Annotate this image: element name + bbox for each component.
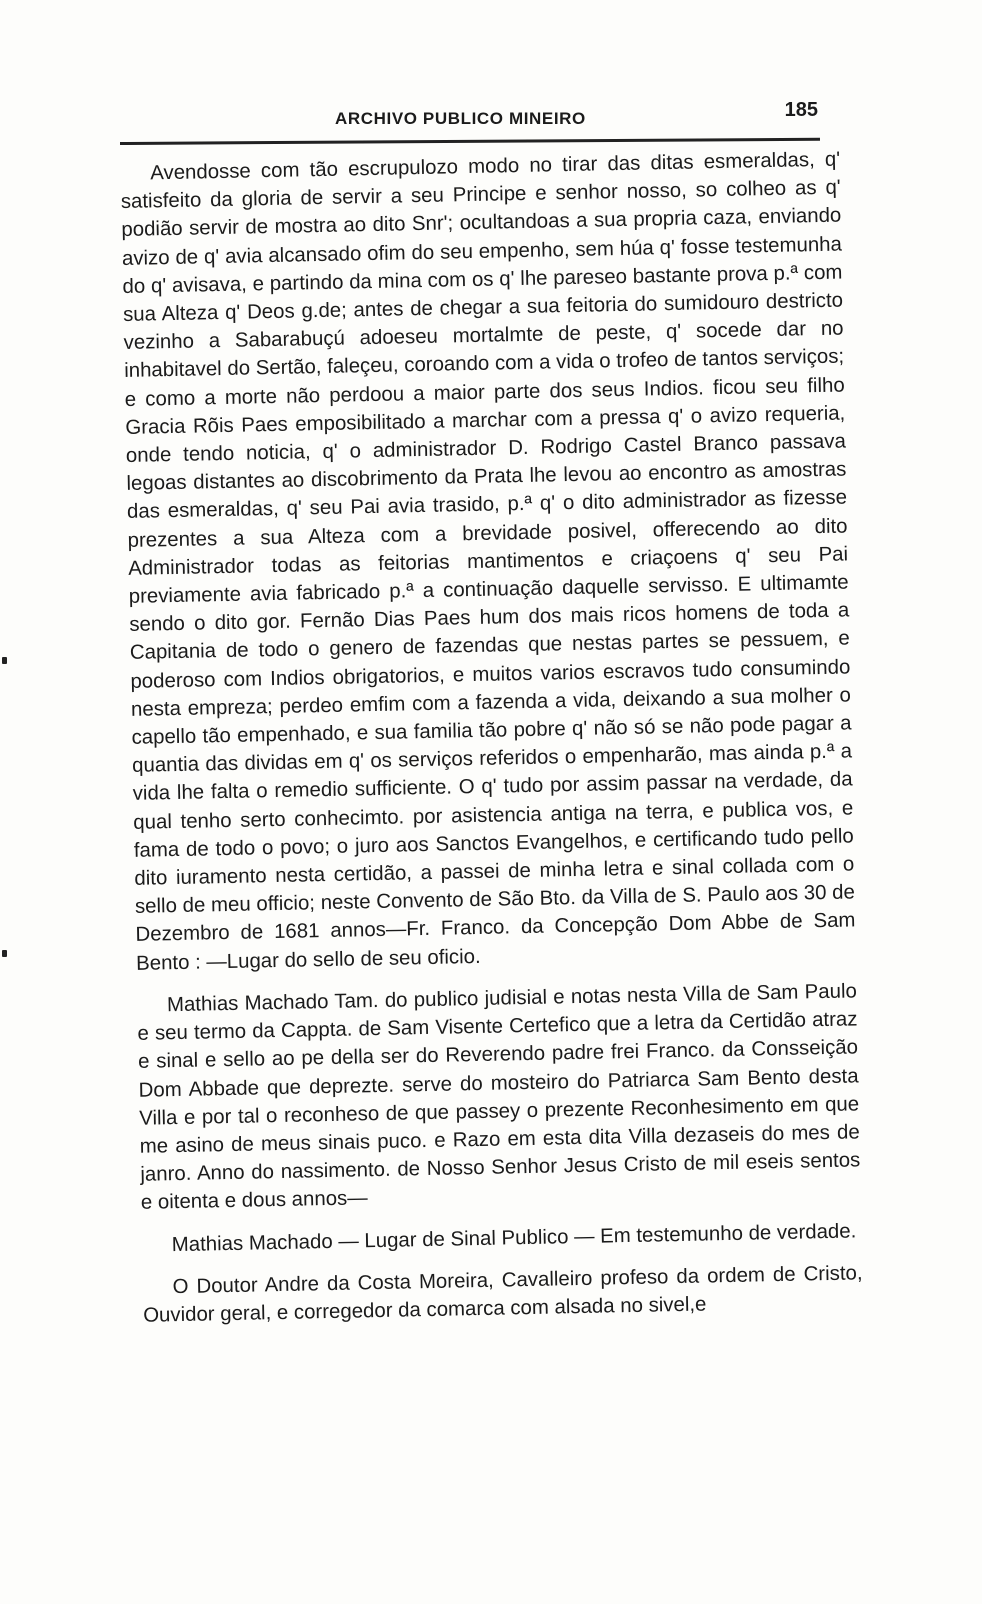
running-title: ARCHIVO PUBLICO MINEIRO — [335, 109, 586, 128]
paragraph-recognition: Mathias Machado Tam. do publico judisial e notas nesta Villa de Sam Paulo e seu termo da Cappta. de Sam Visente Certefico que a letra da Certidão atraz e sinal e sello ao pe della ser do Reverendo padre frei Franco. da Consseição Dom Abbade que deprezte. serve do mosteiro do Patriarca Sam Bento desta Villa e por tal o reconheso de que passey o prezente Reconhesimento em que me asino de meus sinais puco. e Razo em esta dita Villa dezaseis do mes de janro. Anno do nassimento. de Nosso Senhor Jesus Cristo de mil eseis sentos e oitenta e dous annos— — [137, 980, 861, 1215]
page-number: 185 — [784, 99, 818, 121]
body-text — [120, 146, 863, 1330]
paragraph-signature: Mathias Machado — Lugar de Sinal Publico — Em testemunho de verdade. — [171, 1219, 857, 1256]
paragraph-ouvidor: O Doutor Andre da Costa Moreira, Cavalleiro profeso da ordem de Cristo, Ouvidor geral, e corregedor da comarca com alsada no sivel,e — [142, 1262, 863, 1327]
paragraph-certificate: Avendosse com tão escrupulozo modo no tirar das ditas esmeraldas, q' satisfeito da gloria de servir a seu Principe e senhor nosso, so colheo as q' podião servir de mostra ao dito Snr'; ocultandoas a sua propria caza, enviando avizo de q' avia alcansado ofim do seu empenho, sem húa q' fosse testemunha do q' avisava, e partindo da mina com os q' lhe pareseo bastante prova p.ª com sua Alteza q' Deos g.de; antes de chegar a sua feitoria do sumidouro destricto vezinho a Sabarabuçú adoeseu mortalmte de peste, q' socede dar no inhabitavel do Sertão, faleçeu, coroando com a vida o trofeo de tantos serviços; e como a morte não perdoou a maior parte dos seus Indios. ficou seu filho Gracia Rõis Paes emposibilitado a marchar com a pressa q' o avizo requeria, onde tendo noticia, q' o administrador D. Rodrigo Castel Branco passava legoas distantes ao discobrimento da Prata lhe levou ao encontro as amostras das esmeraldas, q' seu Pai avia trasido, p.ª q' o dito administrador as fizesse prezentes a sua Alteza com a brevidade posivel, offerecendo ao dito Administrador todas as feitorias mantimentos e criaçoens q' seu Pai previamente avia fabricado p.ª a continuação daquelle servisso. E ultimamte sendo o dito gor. Fernão Dias Paes hum dos mais ricos homens de toda a Capitania de todo o genero de fazendas que nestas partes se pessuem, e poderoso com Indios obrigatorios, e muitos varios escravos tudo consumindo nesta empreza; perdeo emfim com a fazenda a vida, deixando a sua molher o capello tão empenhado, e sua familia tão pobre q' não só se não pode pagar a quantia das dividas em q' os serviços referidos o empenharão, mas ainda p.ª a vida lhe falta o remedio sufficiente. O q' tudo por assim passar na verdade, da qual tenho serto conhecimto. por asistencia antiga na terra, e publica vos, e fama de todo o povo; o juro aos Sanctos Evangelhos, e certificando tudo pello dito iuramento nesta certidão, a passei de minha letra e sinal collada com o sello de meu officio; neste Convento de São Bto. da Villa de S. Paulo aos 30 de Dezembro de 1681 annos—Fr. Franco. da Concepção Dom Abbe de Sam Bento : —Lugar do sello de seu oficio. — [120, 148, 856, 975]
scan-edge-mark — [2, 657, 7, 664]
scan-edge-mark — [2, 950, 7, 957]
running-head — [120, 99, 822, 139]
